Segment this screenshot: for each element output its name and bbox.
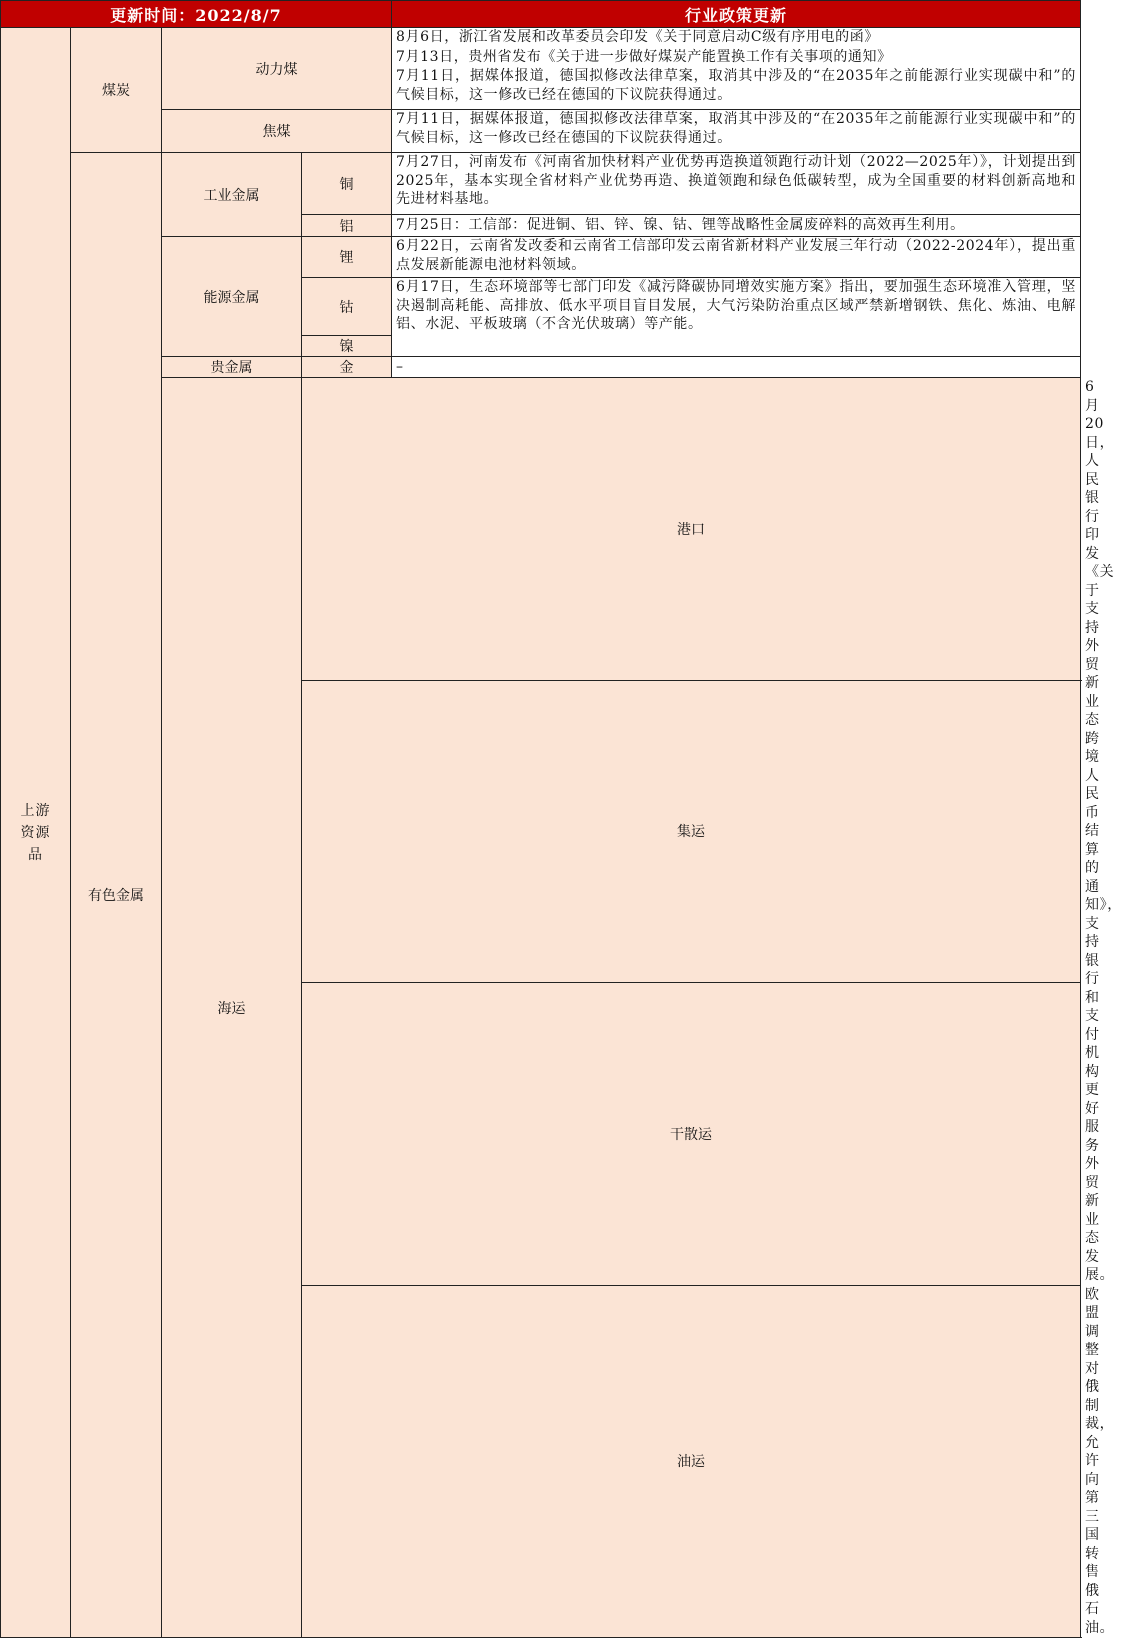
policy-item: 7月13日，贵州省发布《关于进一步做好煤炭产能置换工作有关事项的通知》 [396,48,892,65]
policy-cell-coking-coal [392,110,1081,153]
metal-gold: 金 [302,357,392,378]
policy-cell-aluminum [392,215,1081,237]
policy-item: 6月17日，生态环境部等七部门印发《减污降碳协同增效实施方案》指出，要加强生态环境准入管理，坚决遏制高耗能、高排放、低水平项目盲目发展，大气污染防治重点区域严禁新增钢铁、焦化、炼油、电解铝、水泥、平板玻璃（不含光伏玻璃）等产能。 [396,279,1076,332]
metal-nickel: 镍 [302,336,392,357]
subcategory-oil-shipping: 油运 [302,1285,1081,1638]
metal-aluminum: 铝 [302,215,392,237]
subcategory-dry-bulk: 干散运 [302,983,1081,1286]
subcategory-precious-metal: 贵金属 [162,357,302,378]
update-time-header: 更新时间：2022/8/7 [1,1,392,28]
subcategory-container: 集运 [302,680,1081,983]
subcategory-coking-coal: 焦煤 [162,110,392,153]
policy-cell-cobalt-nickel [392,278,1081,357]
metal-lithium: 锂 [302,237,392,278]
subcategory-power-coal: 动力煤 [162,28,392,110]
policy-item: 8月6日，浙江省发展和改革委员会印发《关于同意启动C级有序用电的函》 [396,29,879,45]
policy-item: 7月11日，据媒体报道，德国拟修改法律草案，取消其中涉及的“在2035年之前能源行业实现碳中和”的气候目标，这一修改已经在德国的下议院获得通过。 [396,68,1076,103]
policy-update-header: 行业政策更新 [392,1,1081,28]
policy-item: 7月25日：工信部：促进铜、铝、锌、镍、钴、锂等战略性金属废碎料的高效再生利用。 [396,217,965,234]
policy-item: 7月11日，据媒体报道，德国拟修改法律草案，取消其中涉及的“在2035年之前能源行业实现碳中和”的气候目标，这一修改已经在德国的下议院获得通过。 [396,111,1076,146]
category-shipping: 海运 [162,378,302,1638]
policy-item: – [396,358,404,375]
policy-item: 6月22日，云南省发改委和云南省工信部印发云南省新材料产业发展三年行动（2022-2024年），提出重点发展新能源电池材料领域。 [396,238,1076,273]
category-upstream [1,28,71,1638]
policy-cell-copper [392,153,1081,215]
category-nonferrous: 有色金属 [71,153,162,1638]
policy-cell-power-coal [392,28,1081,110]
metal-copper: 铜 [302,153,392,215]
policy-cell-gold [392,357,1081,378]
policy-table: 更新时间：2022/8/7 行业政策更新 上游资源品 煤炭 动力煤 8月6日，浙江省发展和改革委员会印发《关于同意启动C级有序用电的函》 7月13日，贵州省发布《关于进一步做好煤炭产能置换工作有关事项的通知》 7月11日，据媒体报道，德国拟修改法律草案，取消其中涉及的“在2035年之前能源行业实现碳中和”的气候目标，这一修改已经在德国的下议院获得通过。 焦煤 7月11日，据媒体报道，德国拟修改法律草案，取消其中涉及的“在2035年之前能源行业实现碳中和”的气候目标，这一修改已经在德国的下议院获得通过。 有色金属 工业金属 铜 7月27日，河南发布《河南省加快材料产业优势再造换道领跑行动计划（2022—2025年）》，计划提出到2025年，基本实现全省材料产业优势再造、换道领跑和绿色低碳转型，成为全国重要的材料创新高地和先进材料基地。 铝 7月25日：工信部：促进铜、铝、锌、镍、钴、锂等战略性金属废碎料的高效再生利用。 能源金属 锂 6月22日，云南省发改委和云南省工信部印发云南省新材料产业发展三年行动（2022-2024年），提出重点发展新能源电池材料领域。 钴 6月17日，生态环境部等七部门印发《减污降碳协同增效实施方案》指出，要加强生态环境准入管理，坚决遏制高耗能、高排放、低水平项目盲目发展，大气污染防治重点区域严禁新增钢铁、焦化、炼油、电解铝、水泥、平板玻璃（不含光伏玻璃）等产能。 镍 贵金属 金 – 海运 港口 6月20日，人民银行印发《关于支持外贸新业态跨境人民币结算的通知》，支持银行和支付机构更好服务外贸新业态发展。 集运 干散运 油运 欧盟调整对俄制裁，允许向第三国转售俄石油。 [0,0,1081,1638]
subcategory-energy-metal: 能源金属 [162,237,302,357]
category-coal: 煤炭 [71,28,162,153]
metal-cobalt: 钴 [302,278,392,336]
category-upstream-label: 上游资源品 [20,802,51,863]
subcategory-port: 港口 [302,378,1081,681]
policy-cell-lithium [392,237,1081,278]
subcategory-industrial-metal: 工业金属 [162,153,302,237]
policy-item: 7月27日，河南发布《河南省加快材料产业优势再造换道领跑行动计划（2022—2025年）》，计划提出到2025年，基本实现全省材料产业优势再造、换道领跑和绿色低碳转型，成为全国重要的材料创新高地和先进材料基地。 [396,154,1076,207]
